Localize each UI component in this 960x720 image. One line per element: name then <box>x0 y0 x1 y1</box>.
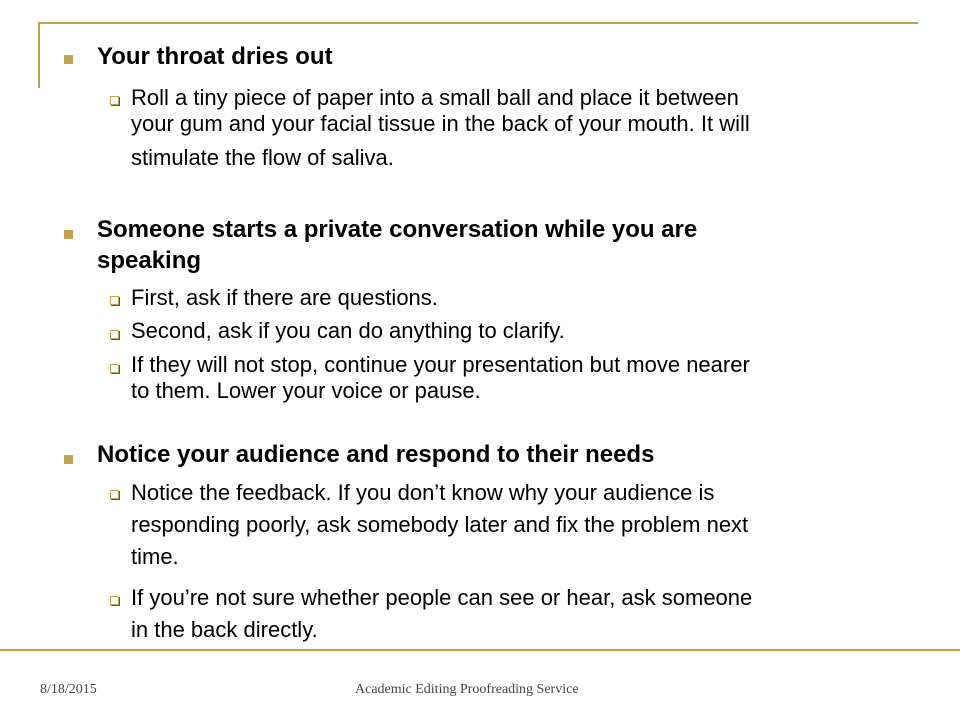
left-rule <box>38 22 40 88</box>
item-text-line: If you’re not sure whether people can see or hear, ask someone <box>131 585 753 610</box>
item-text-line: responding poorly, ask somebody later and fix the problem next <box>131 512 749 537</box>
bottom-rule <box>0 649 960 651</box>
item-text-line: time. <box>131 544 179 569</box>
section-heading-line: Notice your audience and respond to their needs <box>97 441 655 468</box>
sub-bullet-icon <box>110 596 119 605</box>
footer-title: Academic Editing Proofreading Service <box>355 682 579 697</box>
section-heading-line: Your throat dries out <box>97 43 333 70</box>
sub-bullet-icon <box>110 296 119 305</box>
item-text-line: If they will not stop, continue your presentation but move nearer <box>131 352 750 377</box>
footer-date: 8/18/2015 <box>40 682 97 697</box>
bullet-square-icon <box>64 55 73 64</box>
bullet-square-icon <box>64 230 73 239</box>
top-rule <box>38 22 918 24</box>
item-text-line: Roll a tiny piece of paper into a small ball and place it between <box>131 85 739 110</box>
bullet-square-icon <box>64 455 73 464</box>
section-heading-line: speaking <box>97 247 202 274</box>
item-text-line: in the back directly. <box>131 617 318 642</box>
sub-bullet-icon <box>110 96 119 105</box>
item-text-line: First, ask if there are questions. <box>131 285 438 310</box>
item-text-line: stimulate the flow of saliva. <box>131 145 394 170</box>
item-text-line: Notice the feedback. If you don’t know why your audience is <box>131 480 715 505</box>
item-text-line: Second, ask if you can do anything to clarify. <box>131 318 565 343</box>
sub-bullet-icon <box>110 330 119 339</box>
sub-bullet-icon <box>110 490 119 499</box>
item-text-line: your gum and your facial tissue in the back of your mouth. It will <box>131 111 750 136</box>
section-heading-line: Someone starts a private conversation while you are <box>97 216 698 243</box>
item-text-line: to them. Lower your voice or pause. <box>131 378 481 403</box>
sub-bullet-icon <box>110 364 119 373</box>
